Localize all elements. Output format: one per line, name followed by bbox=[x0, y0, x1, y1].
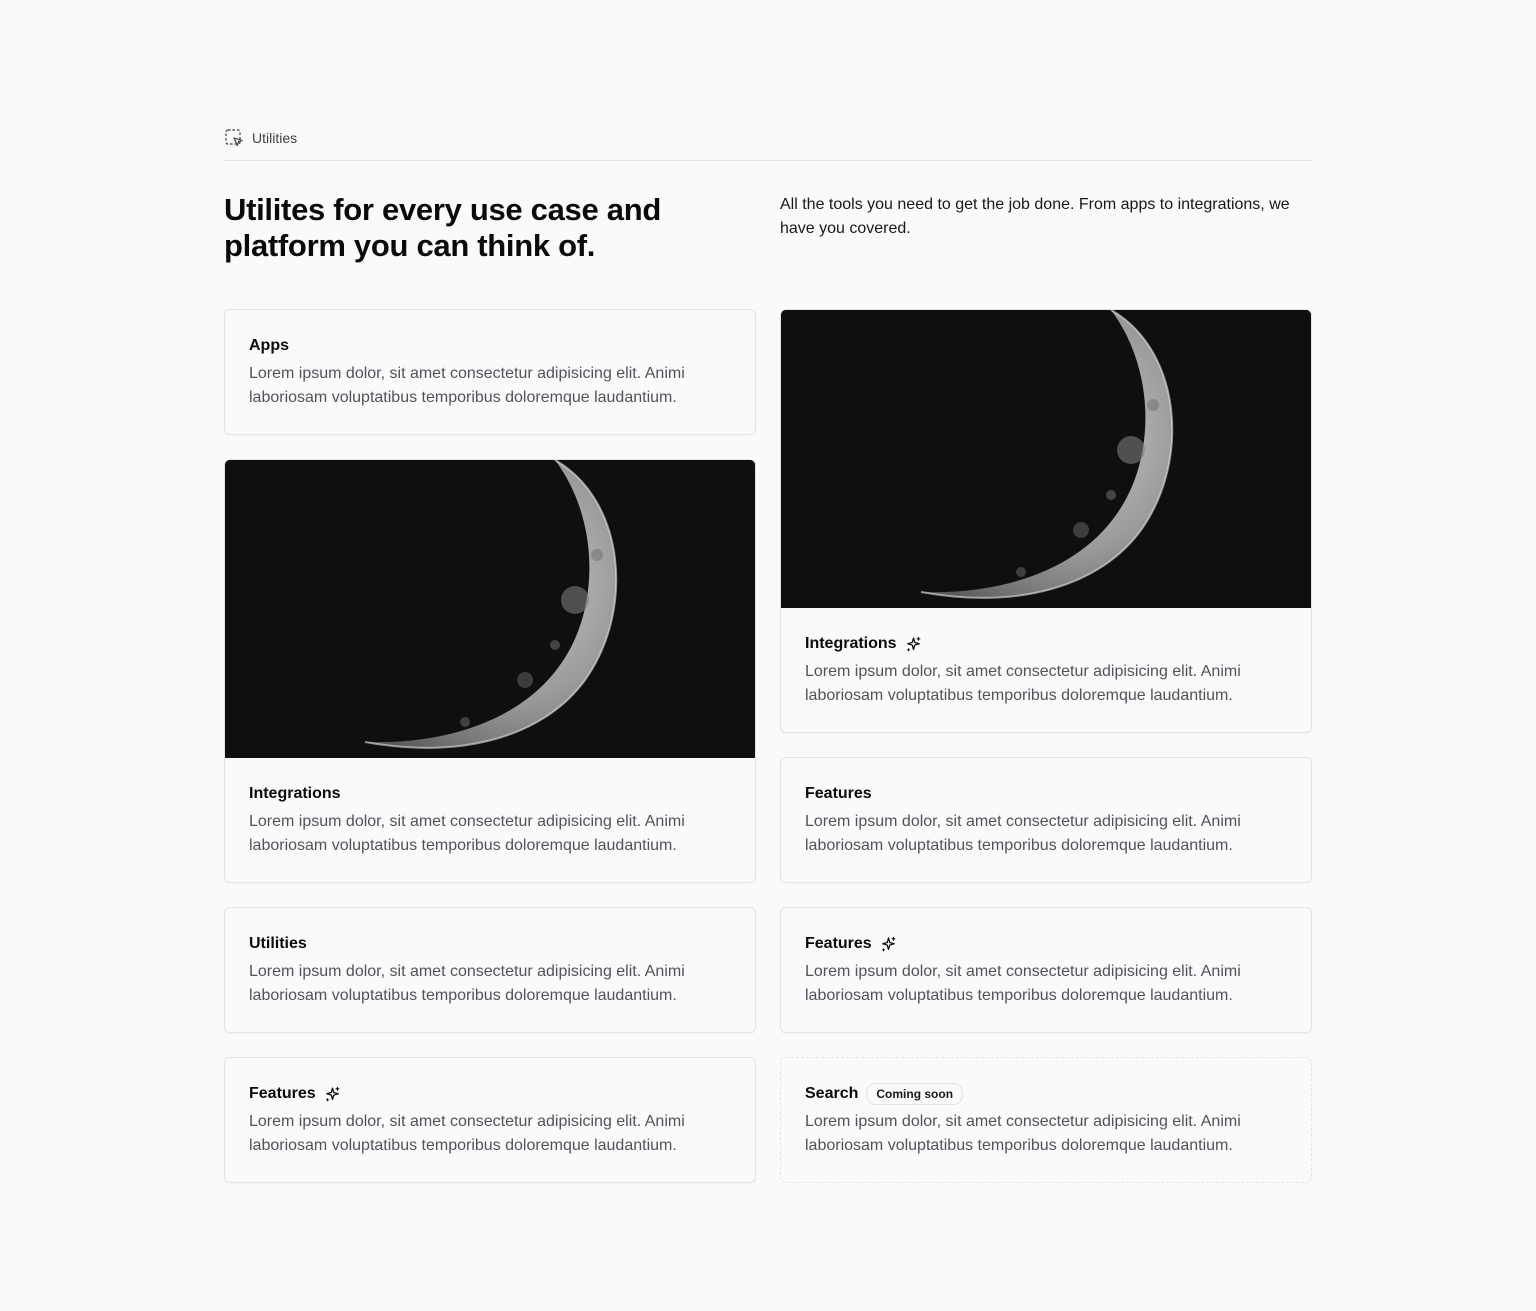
card-description: Lorem ipsum dolor, sit amet consectetur adipisicing elit. Animi laboriosam voluptatibus temporibus doloremque laudantium. bbox=[805, 813, 1241, 854]
sparkles-icon bbox=[324, 1086, 341, 1103]
card-description: Lorem ipsum dolor, sit amet consectetur adipisicing elit. Animi laboriosam voluptatibus temporibus doloremque laudantium. bbox=[249, 813, 685, 854]
card-description: Lorem ipsum dolor, sit amet consectetur adipisicing elit. Animi laboriosam voluptatibus temporibus doloremque laudantium. bbox=[249, 963, 685, 1004]
card-title: Utilities bbox=[249, 935, 307, 952]
crescent-moon-image bbox=[781, 310, 1311, 608]
card-description: Lorem ipsum dolor, sit amet consectetur adipisicing elit. Animi laboriosam voluptatibus temporibus doloremque laudantium. bbox=[805, 663, 1241, 704]
card-title: Features bbox=[249, 1085, 316, 1102]
divider bbox=[224, 160, 1312, 161]
card-title: Features bbox=[805, 785, 872, 802]
sparkles-icon bbox=[905, 636, 922, 653]
coming-soon-badge: Coming soon bbox=[866, 1083, 963, 1105]
card-title: Integrations bbox=[249, 785, 341, 802]
card-features-sparkle-2[interactable] bbox=[780, 907, 1312, 1033]
section-headline: Utilites for every use case and platform you can think of. bbox=[224, 192, 661, 263]
card-title: Integrations bbox=[805, 635, 897, 652]
card-description: Lorem ipsum dolor, sit amet consectetur adipisicing elit. Animi laboriosam voluptatibus temporibus doloremque laudantium. bbox=[249, 1113, 685, 1154]
section-eyebrow bbox=[224, 126, 297, 150]
card-integrations-image[interactable] bbox=[224, 459, 756, 883]
dashed-select-cursor-icon bbox=[224, 128, 244, 148]
card-features-sparkle[interactable] bbox=[224, 1057, 756, 1183]
card-title: Search bbox=[805, 1085, 859, 1102]
eyebrow-label: Utilities bbox=[252, 130, 298, 146]
card-integrations-sparkle-image[interactable] bbox=[780, 309, 1312, 733]
card-title: Features bbox=[805, 935, 872, 952]
crescent-moon-image bbox=[225, 460, 755, 758]
card-search[interactable] bbox=[780, 1057, 1312, 1183]
card-title: Apps bbox=[249, 337, 289, 354]
sparkles-icon bbox=[880, 936, 897, 953]
card-description: Lorem ipsum dolor, sit amet consectetur adipisicing elit. Animi laboriosam voluptatibus temporibus doloremque laudantium. bbox=[805, 1113, 1241, 1154]
card-features[interactable] bbox=[780, 757, 1312, 883]
card-description: Lorem ipsum dolor, sit amet consectetur adipisicing elit. Animi laboriosam voluptatibus temporibus doloremque laudantium. bbox=[249, 365, 685, 406]
section-description: All the tools you need to get the job done. From apps to integrations, we have you covered. bbox=[780, 196, 1290, 237]
card-description: Lorem ipsum dolor, sit amet consectetur adipisicing elit. Animi laboriosam voluptatibus temporibus doloremque laudantium. bbox=[805, 963, 1241, 1004]
card-apps[interactable] bbox=[224, 309, 756, 435]
card-utilities[interactable] bbox=[224, 907, 756, 1033]
